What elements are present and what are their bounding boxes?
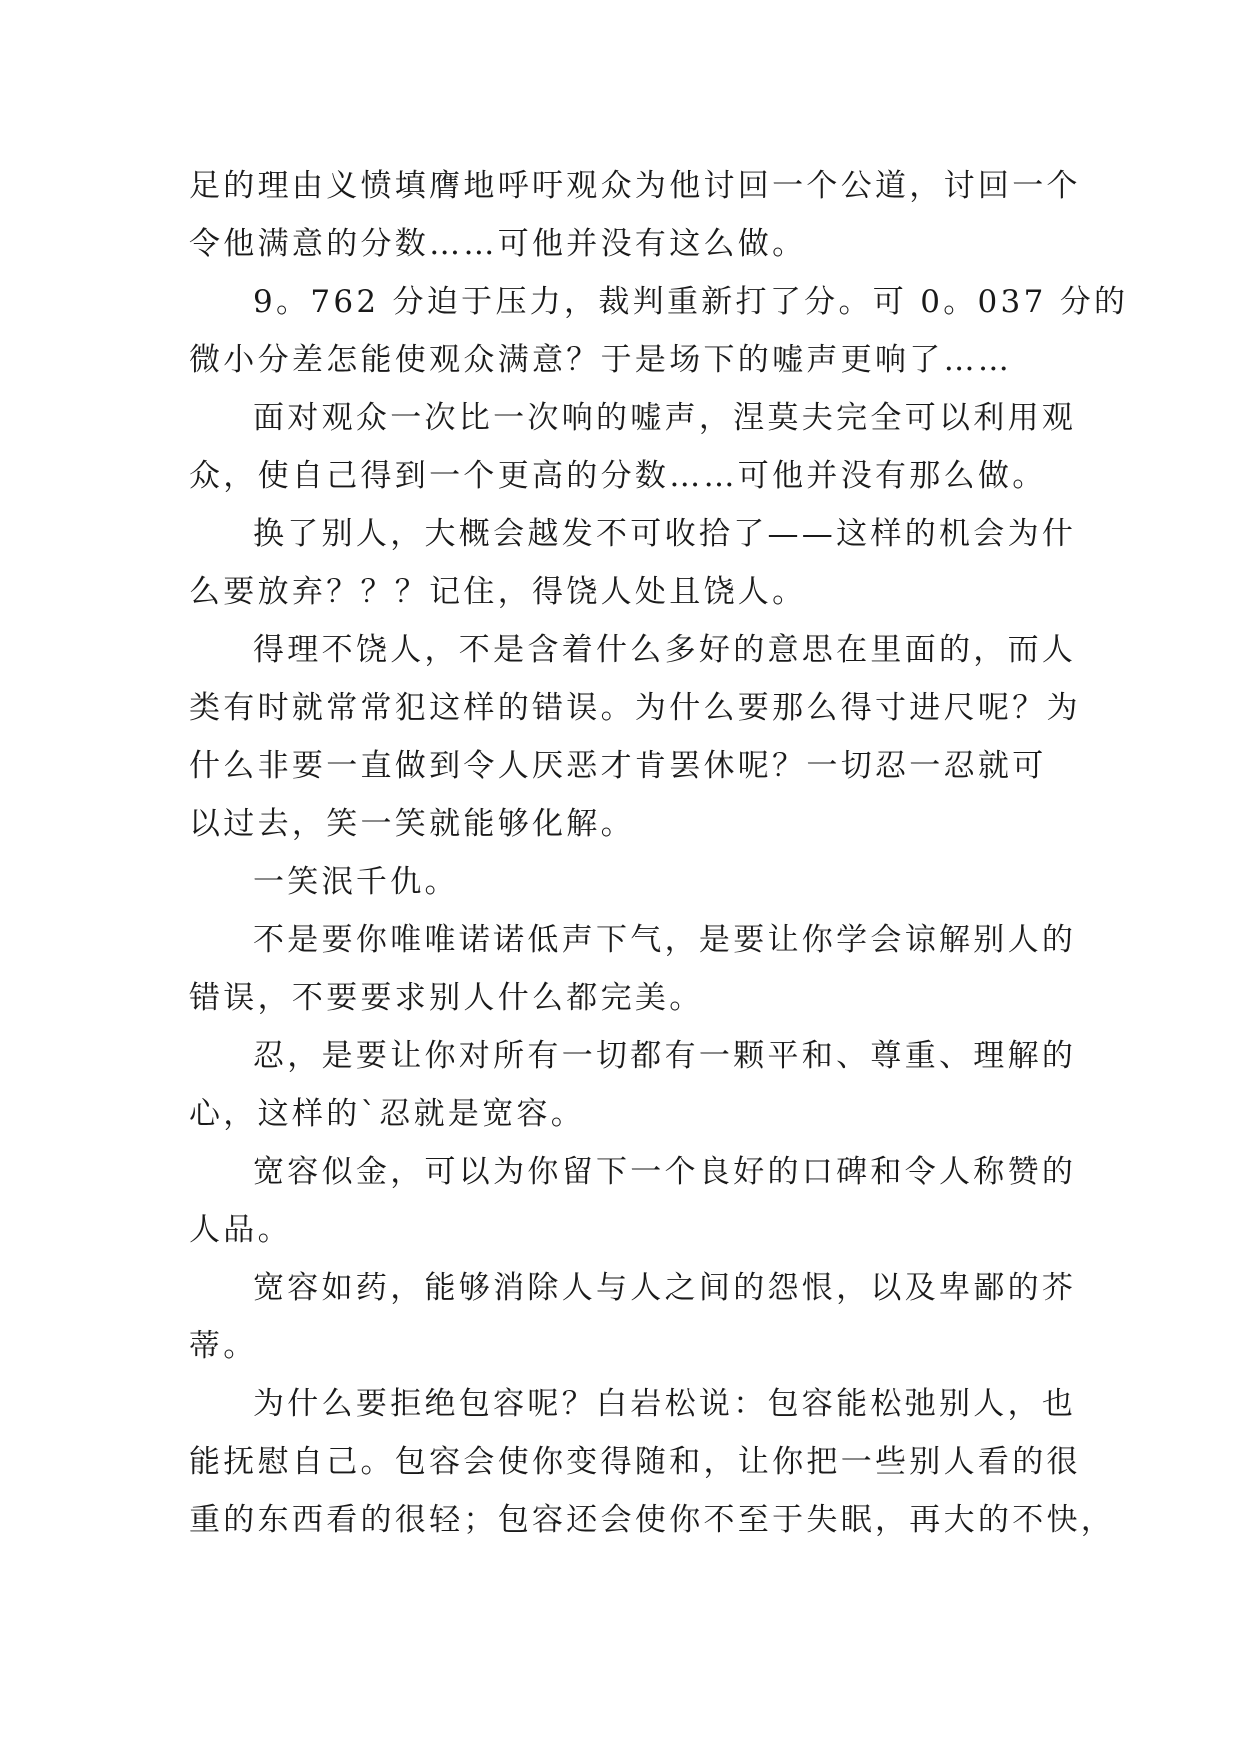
text-line: 众，使自己得到一个更高的分数……可他并没有那么做。 bbox=[189, 458, 1047, 494]
text-line: 重的东西看的很轻；包容还会使你不至于失眠，再大的不快， bbox=[189, 1502, 1116, 1538]
text-line: 以过去，笑一笑就能够化解。 bbox=[189, 806, 635, 842]
text-line: 不是要你唯唯诺诺低声下气，是要让你学会谅解别人的 bbox=[253, 922, 1077, 958]
text-line: 蒂。 bbox=[189, 1328, 258, 1364]
text-line: 能抚慰自己。包容会使你变得随和，让你把一些别人看的很 bbox=[189, 1444, 1081, 1480]
text-line: 心，这样的`忍就是宽容。 bbox=[189, 1096, 586, 1132]
text-line: 9。762 分迫于压力，裁判重新打了分。可 0。037 分的 bbox=[253, 284, 1129, 320]
text-line: 么要放弃？？？记住，得饶人处且饶人。 bbox=[189, 574, 807, 610]
text-line: 错误，不要要求别人什么都完美。 bbox=[189, 980, 704, 1016]
body-text bbox=[189, 157, 1129, 1549]
text-line: 令他满意的分数……可他并没有这么做。 bbox=[189, 226, 807, 262]
text-line: 宽容如药，能够消除人与人之间的怨恨，以及卑鄙的芥 bbox=[253, 1270, 1077, 1306]
text-line: 一笑泯千仇。 bbox=[253, 864, 459, 900]
text-line: 人品。 bbox=[189, 1212, 292, 1248]
text-line: 忍，是要让你对所有一切都有一颗平和、尊重、理解的 bbox=[253, 1038, 1077, 1074]
text-line: 类有时就常常犯这样的错误。为什么要那么得寸进尺呢？为 bbox=[189, 690, 1081, 726]
text-line: 足的理由义愤填膺地呼吁观众为他讨回一个公道，讨回一个 bbox=[189, 168, 1081, 204]
text-line: 换了别人，大概会越发不可收拾了——这样的机会为什 bbox=[253, 516, 1077, 552]
text-line: 宽容似金，可以为你留下一个良好的口碑和令人称赞的 bbox=[253, 1154, 1077, 1190]
text-line: 得理不饶人，不是含着什么多好的意思在里面的，而人 bbox=[253, 632, 1077, 668]
text-line: 什么非要一直做到令人厌恶才肯罢休呢？一切忍一忍就可 bbox=[189, 748, 1047, 784]
text-line: 面对观众一次比一次响的嘘声，涅莫夫完全可以利用观 bbox=[253, 400, 1077, 436]
text-line: 微小分差怎能使观众满意？于是场下的嘘声更响了…… bbox=[189, 342, 1013, 378]
text-line: 为什么要拒绝包容呢？白岩松说：包容能松弛别人，也 bbox=[253, 1386, 1077, 1422]
